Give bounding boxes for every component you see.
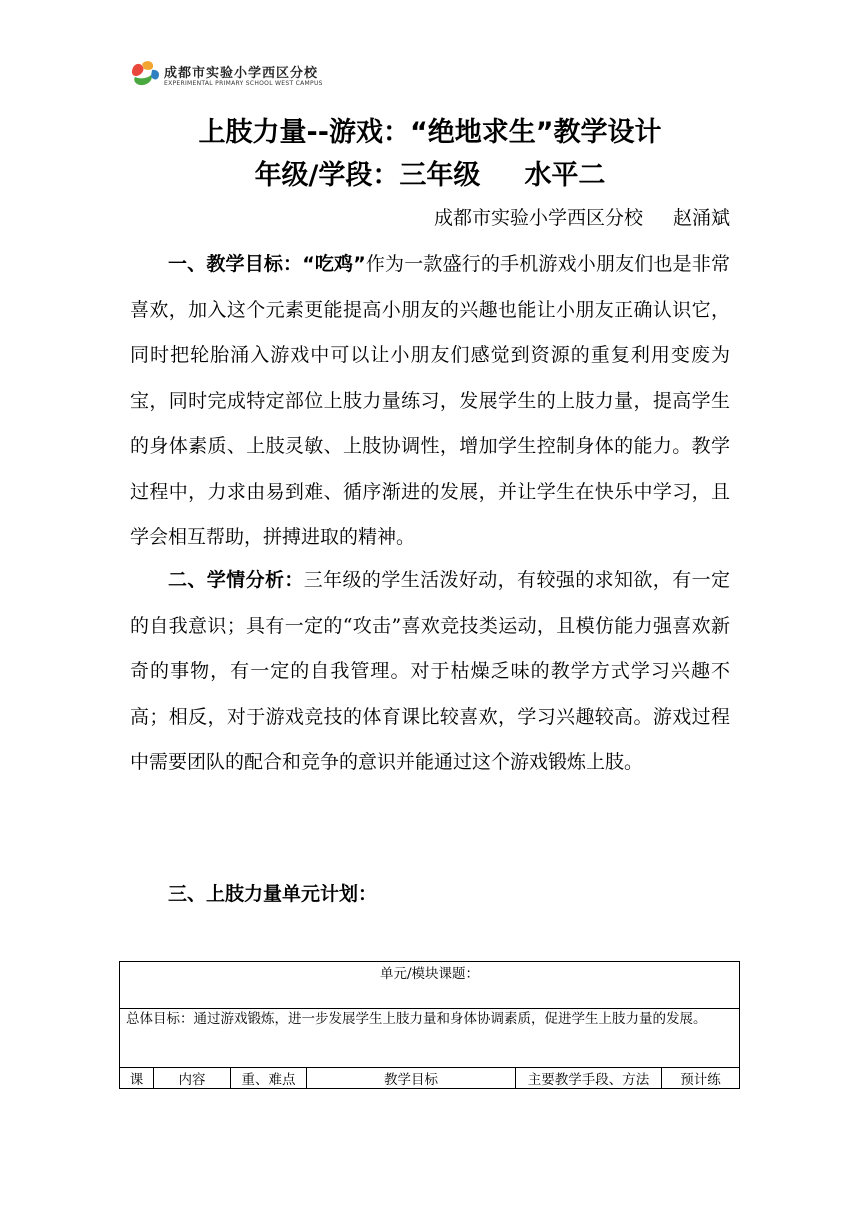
author-school: 成都市实验小学西区分校 [433, 207, 643, 229]
teaching-goals-body: 作为一款盛行的手机游戏小朋友们也是非常喜欢，加入这个元素更能提高小朋友的兴趣也能让小朋友正确认识它，同时把轮胎涌入游戏中可以让小朋友们感觉到资源的重复利用变废为宝，同时完成特定部位上肢力量练习，发展学生的上肢力量，提高学生的身体素质、上肢灵敏、上肢协调性，增加学生控制身体的能力。教学过程中，力求由易到难、循序渐进的发展，并让学生在快乐中学习，且学会相互帮助，拼搏进取的精神。 [130, 253, 730, 548]
author-name: 赵涌斌 [672, 207, 730, 229]
unit-topic-cell: 单元/模块课题： [120, 962, 740, 1009]
table-row-goal [120, 1009, 740, 1068]
grade-line [0, 153, 860, 192]
col-header-methods: 主要教学手段、方法 [516, 1068, 662, 1089]
unit-plan-table [119, 961, 740, 1089]
school-name-cn: 成都市实验小学西区分校 [164, 66, 319, 81]
col-header-objectives: 教学目标 [307, 1068, 516, 1089]
overall-goal-cell: 总体目标：通过游戏锻炼，进一步发展学生上肢力量和身体协调素质，促进学生上肢力量的发展。 [120, 1009, 740, 1068]
author-line [434, 203, 730, 230]
col-header-content: 内容 [154, 1068, 231, 1089]
document-title: 上肢力量--游戏：“绝地求生”教学设计 [198, 117, 662, 148]
grade-label: 年级/学段：三年级 [254, 160, 481, 191]
school-logo [128, 58, 358, 94]
school-name-en: EXPERIMENTAL PRIMARY SCHOOL WEST CAMPUS [164, 80, 323, 87]
col-header-lesson: 课 [120, 1068, 154, 1089]
teaching-goals-paragraph [130, 242, 730, 561]
teaching-goals-heading: 一、教学目标：“吃鸡” [168, 253, 366, 275]
col-header-key-points: 重、难点 [231, 1068, 307, 1089]
level-label: 水平二 [524, 160, 606, 191]
learner-analysis-heading: 二、学情分析： [168, 569, 304, 591]
school-logo-icon [128, 58, 162, 90]
learner-analysis-paragraph [130, 558, 730, 786]
learner-analysis-body: 三年级的学生活泼好动，有较强的求知欲，有一定的自我意识；具有一定的“攻击”喜欢竞技类运动，且模仿能力强喜欢新奇的事物，有一定的自我管理。对于枯燥乏味的教学方式学习兴趣不高；相反，对于游戏竞技的体育课比较喜欢，学习兴趣较高。游戏过程中需要团队的配合和竞争的意识并能通过这个游戏锻炼上肢。 [130, 569, 730, 773]
col-header-practice: 预计练 [662, 1068, 740, 1089]
unit-plan-heading: 三、上肢力量单元计划： [168, 883, 378, 905]
table-row-topic [120, 962, 740, 1009]
table-header-row [120, 1068, 740, 1089]
